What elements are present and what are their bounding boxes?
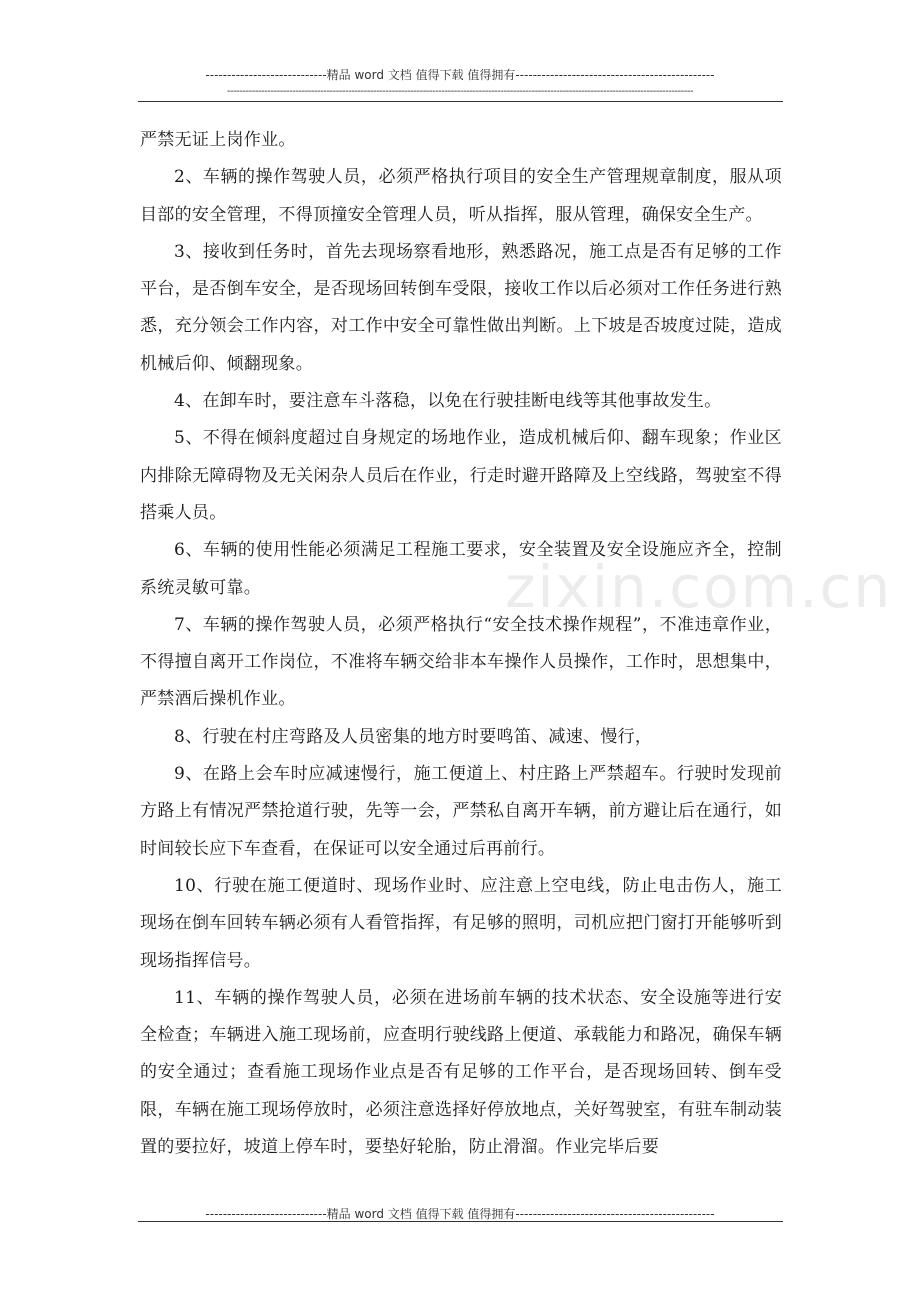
footer-rule <box>138 1221 783 1222</box>
paragraph: 2、车辆的操作驾驶人员，必须严格执行项目的安全生产管理规章制度，服从项目部的安全管理，不得顶撞安全管理人员，听从指挥，服从管理，确保安全生产。 <box>140 167 782 225</box>
paragraph: 10、行驶在施工便道时、现场作业时、应注意上空电线，防止电击伤人，施工现场在倒车回转车辆必须有人看管指挥，有足够的照明，司机应把门窗打开能够听到现场指挥信号。 <box>140 875 782 971</box>
paragraph: 6、车辆的使用性能必须满足工程施工要求，安全装置及安全设施应齐全，控制系统灵敏可靠。 <box>140 540 782 598</box>
paragraph: 7、车辆的操作驾驶人员，必须严格执行“安全技术操作规程”，不准违章作业，不得擅自离开工作岗位，不准将车辆交给非本车操作人员操作，工作时，思想集中，严禁酒后操机作业。 <box>140 614 782 710</box>
paragraph: 严禁无证上岗作业。 <box>140 130 296 150</box>
paragraph: 4、在卸车时，要注意车斗落稳，以免在行驶挂断电线等其他事故发生。 <box>174 391 722 412</box>
page-footer-text: ----------------------------精品 word 文档 值得下载 值得拥有---------------------------------------------- <box>205 1207 715 1221</box>
header-rule <box>138 101 783 102</box>
watermark-logo: zixin.com.cn <box>505 553 893 621</box>
paragraph: 3、接收到任务时，首先去现场察看地形，熟悉路况，施工点是否有足够的工作平台，是否倒车安全，是否现场回转倒车受限，接收工作以后必须对工作任务进行熟悉，充分领会工作内容，对工作中安全可靠性做出判断。上下坡是否坡度过陡，造成机械后仰、倾翻现象。 <box>140 241 782 374</box>
document-body <box>140 122 782 1166</box>
paragraph: 11、车辆的操作驾驶人员，必须在进场前车辆的技术状态、安全设施等进行安全检查；车辆进入施工现场前，应查明行驶线路上便道、承载能力和路况，确保车辆的安全通过；查看施工现场作业点是否有足够的工作平台，是否现场回转、倒车受限，车辆在施工现场停放时，必须注意选择好停放地点，关好驾驶室，有驻车制动装置的要拉好，坡道上停车时，要垫好轮胎，防止滑溜。作业完毕后要 <box>140 987 782 1158</box>
paragraph: 5、不得在倾斜度超过自身规定的场地作业，造成机械后仰、翻车现象；作业区内排除无障碍物及无关闲杂人员后在作业，行走时避开路障及上空线路，驾驶室不得搭乘人员。 <box>140 428 782 523</box>
page-header-text: ----------------------------精品 word 文档 值得下载 值得拥有---------------------------------------------- <box>205 68 715 82</box>
page-header-dashes: ------------------------------------------------------------------------------------------------------------------------------------------------------ <box>226 86 694 97</box>
paragraph: 9、在路上会车时应减速慢行，施工便道上、村庄路上严禁超车。行驶时发现前方路上有情况严禁抢道行驶，先等一会，严禁私自离开车辆，前方避让后在通行，如时间较长应下车查看，在保证可以安全通过后再前行。 <box>140 764 782 859</box>
paragraph: 8、行驶在村庄弯路及人员密集的地方时要鸣笛、减速、慢行， <box>174 726 653 747</box>
